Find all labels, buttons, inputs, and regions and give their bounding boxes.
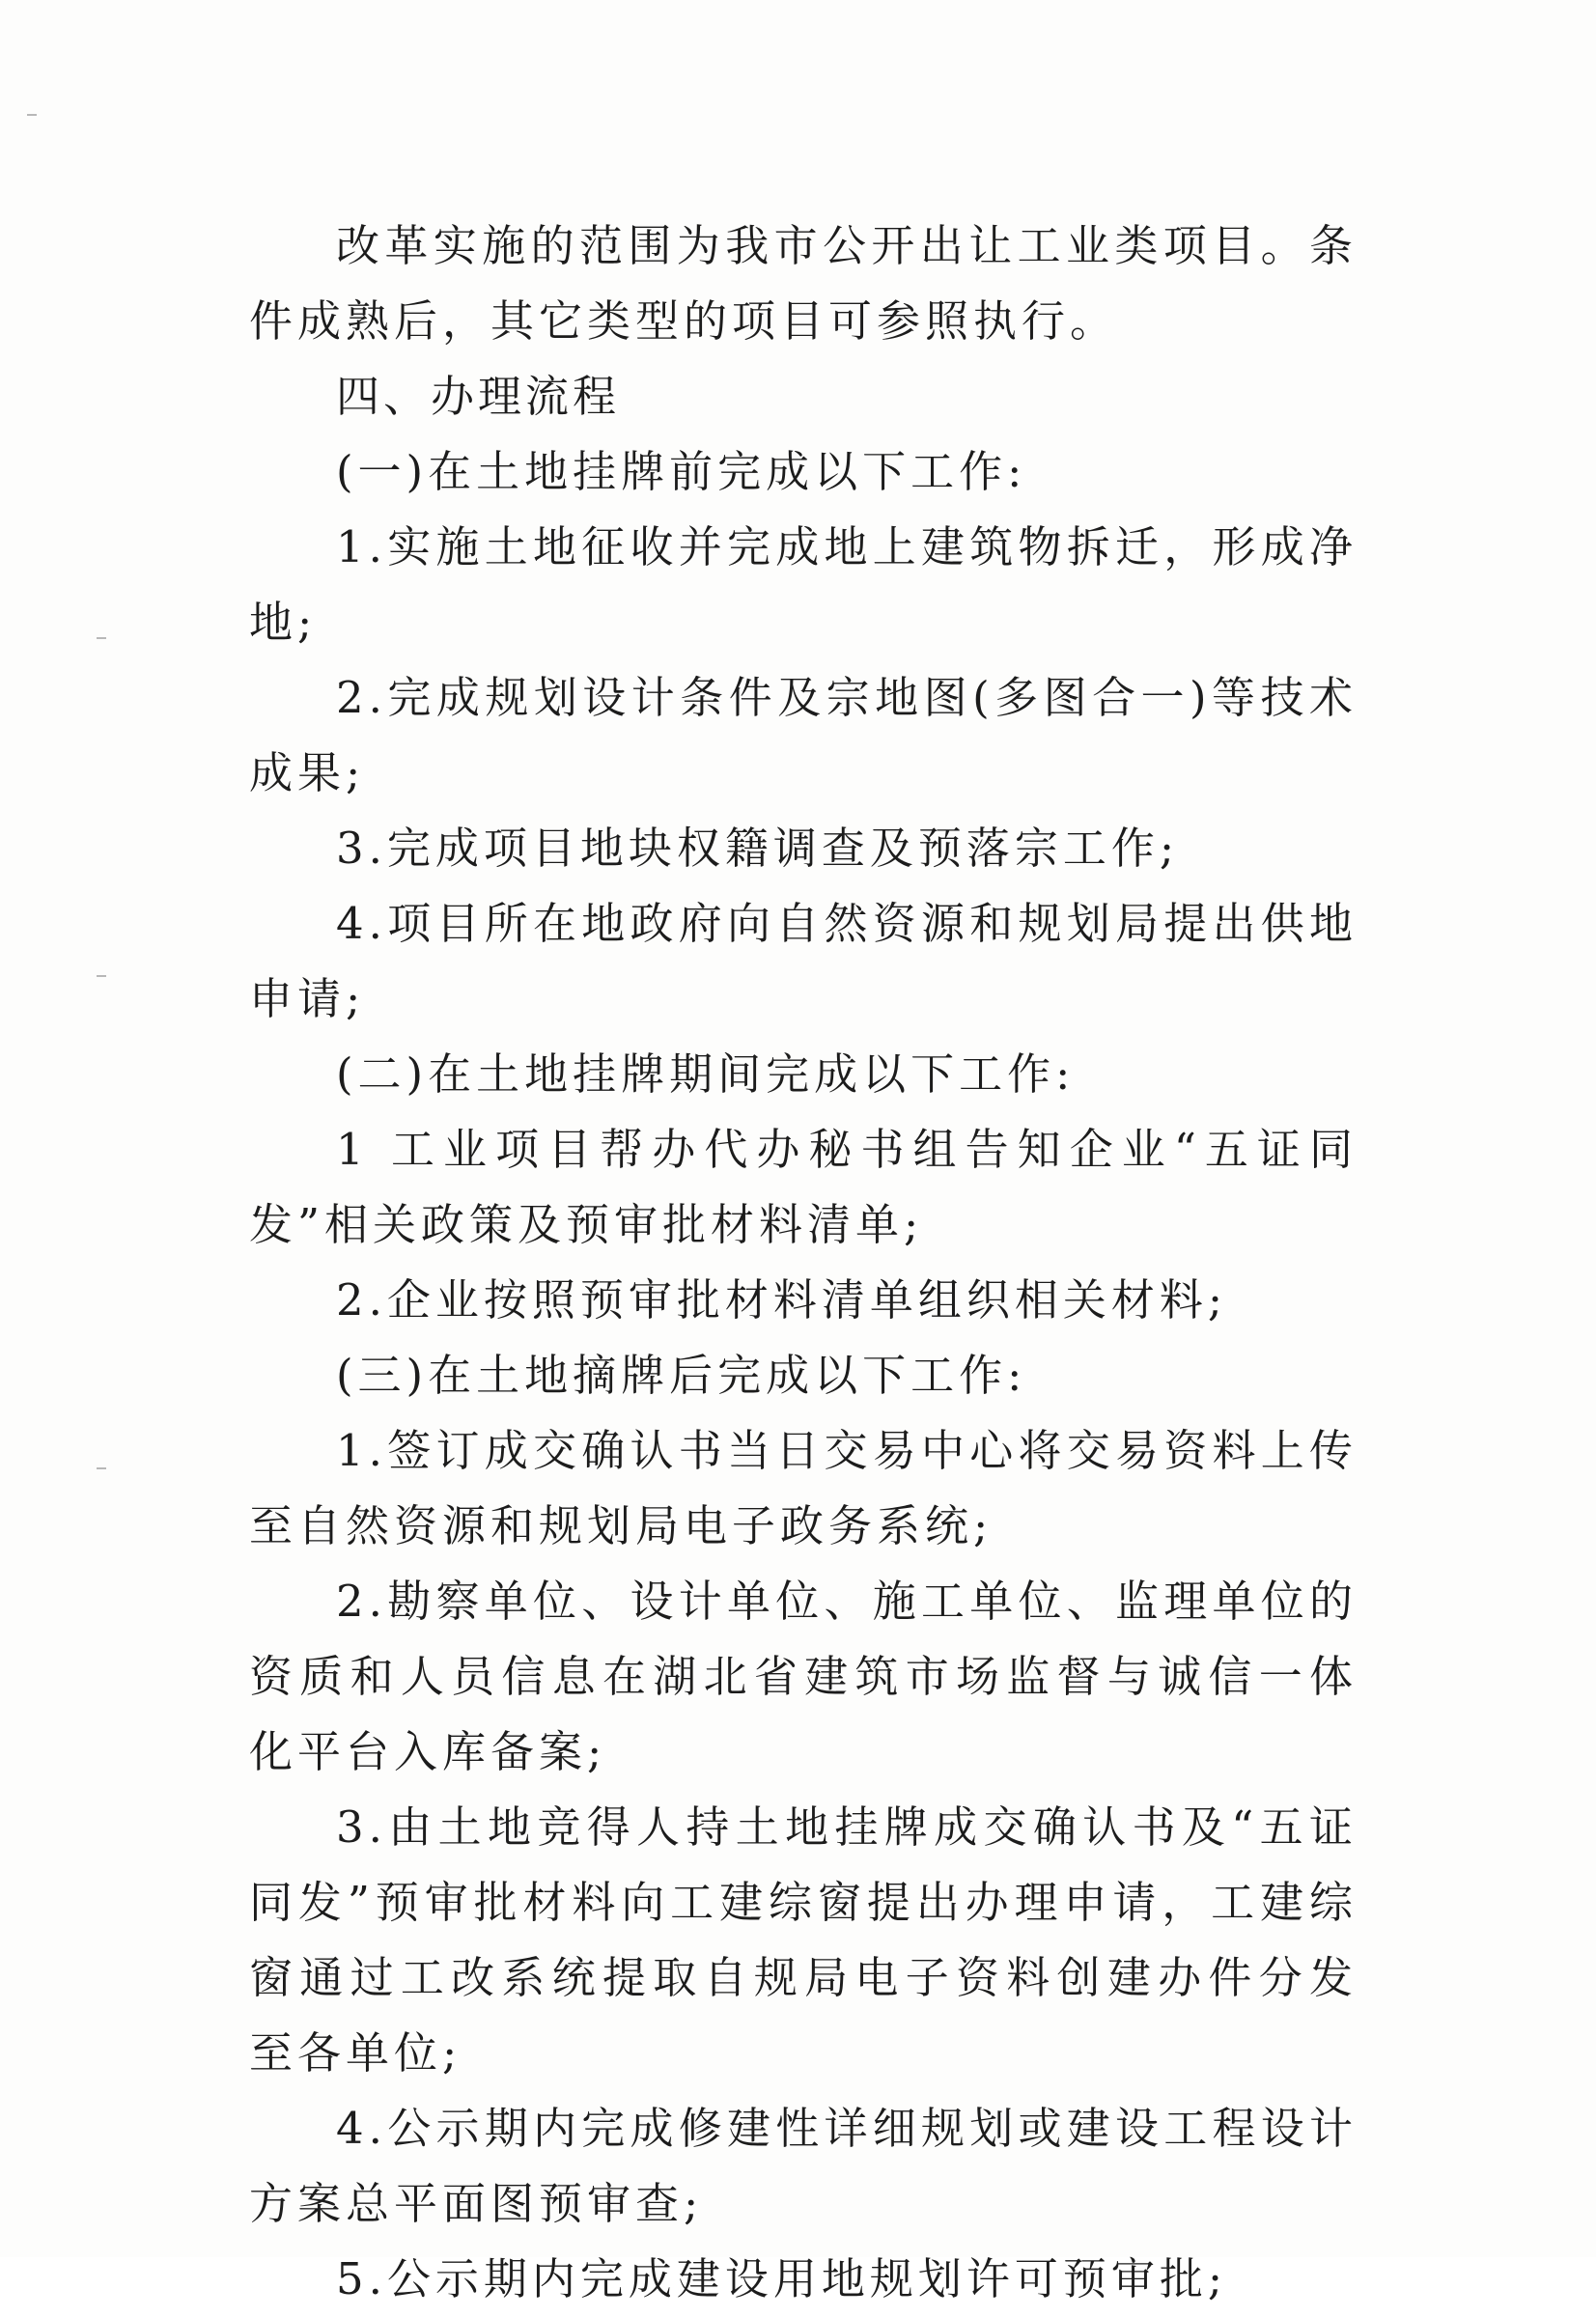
list-item: 1.签订成交确认书当日交易中心将交易资料上传至自然资源和规划局电子政务系统; [249,1425,1358,1551]
document-body [249,209,1358,2317]
scan-speck [27,114,37,116]
list-item: 1 工业项目帮办代办秘书组告知企业“五证同发”相关政策及预审批材料清单; [249,1124,1358,1250]
list-item: 4.项目所在地政府向自然资源和规划局提出供地申请; [249,898,1358,1024]
list-item: 4.公示期内完成修建性详细规划或建设工程设计方案总平面图预审查; [249,2103,1358,2229]
subheading-after-delisting: (三)在土地摘牌后完成以下工作: [336,1350,1027,1401]
scan-speck [97,637,106,639]
list-item: 3.完成项目地块权籍调查及预落宗工作; [336,823,1180,874]
list-item: 2.勘察单位、设计单位、施工单位、监理单位的资质和人员信息在湖北省建筑市场监督与诚信一体化平台入库备案; [249,1576,1358,1777]
scan-speck [97,1467,106,1469]
subheading-during-listing: (二)在土地挂牌期间完成以下工作: [336,1048,1076,1100]
list-item: 2.企业按照预审批材料清单组织相关材料; [336,1274,1228,1326]
list-item: 3.由土地竞得人持土地挂牌成交确认书及“五证同发”预审批材料向工建综窗提出办理申请，工建综窗通过工改系统提取自规局电子资料创建办件分发至各单位; [249,1801,1358,2079]
paragraph-scope: 改革实施的范围为我市公开出让工业类项目。条件成熟后，其它类型的项目可参照执行。 [249,220,1358,347]
subheading-before-listing: (一)在土地挂牌前完成以下工作: [336,446,1027,497]
list-item: 2.完成规划设计条件及宗地图(多图合一)等技术成果; [249,672,1358,798]
list-item: 1.实施土地征收并完成地上建筑物拆迁，形成净地; [249,521,1358,648]
scan-speck [97,975,106,977]
section-heading-process: 四、办理流程 [336,371,621,422]
list-item: 5.公示期内完成建设用地规划许可预审批; [336,2253,1228,2304]
